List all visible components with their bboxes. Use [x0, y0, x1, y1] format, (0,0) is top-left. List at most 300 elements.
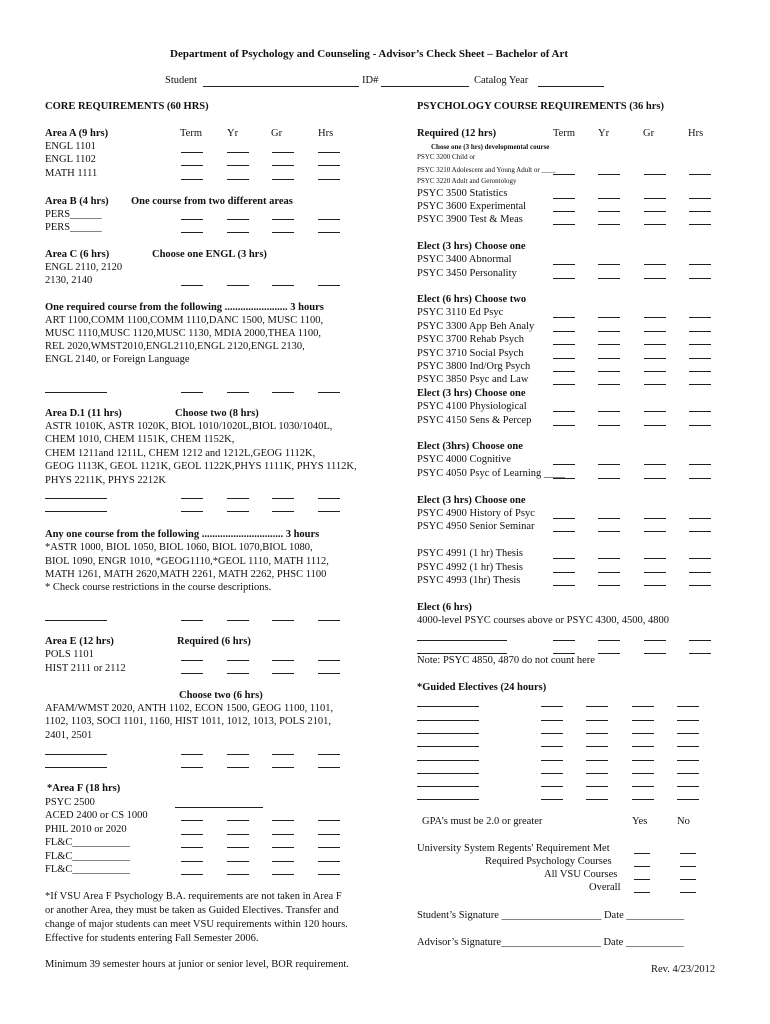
course-list-line: GEOG 1113K, GEOL 1121K, GEOL 1122K,PHYS 1111K, PHYS 1112K, — [45, 461, 357, 472]
course: PSYC 4991 (1 hr) Thesis — [417, 548, 523, 559]
entry-blank[interactable] — [227, 392, 249, 393]
entry-blank[interactable] — [689, 384, 711, 385]
entry-blank[interactable] — [598, 518, 620, 519]
entry-blank[interactable] — [689, 572, 711, 573]
entry-blank[interactable] — [644, 478, 666, 479]
entry-blank[interactable] — [632, 733, 654, 734]
psych-heading: PSYCHOLOGY COURSE REQUIREMENTS (36 hrs) — [417, 101, 664, 112]
col-yr: Yr — [227, 128, 239, 139]
entry-blank[interactable] — [598, 531, 620, 532]
entry-blank[interactable] — [227, 673, 249, 674]
entry-blank[interactable] — [644, 264, 666, 265]
entry-blank[interactable] — [598, 264, 620, 265]
entry-blank[interactable] — [318, 660, 340, 661]
entry-blank[interactable] — [181, 392, 203, 393]
entry-blank[interactable] — [541, 760, 563, 761]
entry-blank[interactable] — [227, 498, 249, 499]
entry-blank[interactable] — [598, 224, 620, 225]
entry-blank[interactable] — [541, 720, 563, 721]
course-list-line: MATH 1261, MATH 2620,MATH 2261, MATH 2262, PHSC 1100 — [45, 569, 327, 580]
area-b-note: One course from two different areas — [131, 196, 293, 207]
entry-blank[interactable] — [553, 531, 575, 532]
course-list-line: PHYS 2211K, PHYS 2212K — [45, 475, 166, 486]
entry-blank[interactable] — [598, 585, 620, 586]
entry-blank[interactable] — [586, 706, 608, 707]
area-d-title: Area D.1 (11 hrs) — [45, 408, 122, 419]
entry-blank[interactable] — [181, 620, 203, 621]
elect6-note: 4000-level PSYC courses above or PSYC 4300, 4500, 4800 — [417, 615, 669, 626]
entry-blank[interactable] — [680, 879, 696, 880]
required-title: Required (12 hrs) — [417, 128, 497, 139]
entry-blank[interactable] — [598, 464, 620, 465]
entry-blank[interactable] — [598, 371, 620, 372]
entry-blank[interactable] — [272, 673, 294, 674]
entry-blank[interactable] — [553, 464, 575, 465]
entry-blank[interactable] — [644, 358, 666, 359]
entry-blank[interactable] — [318, 285, 340, 286]
entry-blank[interactable] — [181, 673, 203, 674]
footnote-line: or another Area, they must be taken as Guided Electives. Transfer and — [45, 905, 339, 916]
entry-blank[interactable] — [417, 746, 479, 747]
revision-date: Rev. 4/23/2012 — [651, 964, 716, 975]
entry-blank[interactable] — [553, 278, 575, 279]
entry-blank[interactable] — [541, 799, 563, 800]
entry-blank[interactable] — [318, 511, 340, 512]
entry-blank[interactable] — [227, 861, 249, 862]
entry-blank[interactable] — [272, 767, 294, 768]
entry-blank[interactable] — [553, 558, 575, 559]
entry-blank[interactable] — [598, 653, 620, 654]
course: PSYC 4950 Senior Seminar — [417, 521, 535, 532]
entry-blank[interactable] — [689, 464, 711, 465]
entry-blank[interactable] — [689, 478, 711, 479]
entry-blank[interactable] — [318, 165, 340, 166]
entry-blank[interactable] — [227, 820, 249, 821]
entry-blank[interactable] — [689, 264, 711, 265]
summary-overall: Overall — [589, 882, 621, 893]
entry-blank[interactable] — [417, 760, 479, 761]
entry-blank[interactable] — [181, 660, 203, 661]
entry-blank[interactable] — [541, 786, 563, 787]
entry-blank[interactable] — [227, 219, 249, 220]
entry-blank[interactable] — [227, 847, 249, 848]
entry-blank[interactable] — [272, 219, 294, 220]
entry-blank[interactable] — [598, 640, 620, 641]
entry-blank[interactable] — [553, 411, 575, 412]
entry-blank[interactable] — [644, 653, 666, 654]
elect2-title: Elect (6 hrs) Choose two — [417, 294, 527, 305]
yes-label: Yes — [632, 816, 648, 827]
entry-blank[interactable] — [417, 799, 479, 800]
entry-blank[interactable] — [634, 879, 650, 880]
entry-blank[interactable] — [272, 392, 294, 393]
entry-blank[interactable] — [598, 384, 620, 385]
entry-blank[interactable] — [45, 620, 107, 621]
course: POLS 1101 — [45, 649, 94, 660]
entry-blank[interactable] — [272, 165, 294, 166]
entry-blank[interactable] — [634, 892, 650, 893]
entry-blank[interactable] — [553, 198, 575, 199]
course: PHIL 2010 or 2020 — [45, 824, 127, 835]
entry-blank[interactable] — [541, 733, 563, 734]
entry-blank[interactable] — [45, 511, 107, 512]
entry-blank[interactable] — [272, 179, 294, 180]
entry-blank[interactable] — [272, 847, 294, 848]
entry-blank[interactable] — [586, 799, 608, 800]
entry-blank[interactable] — [644, 585, 666, 586]
entry-blank[interactable] — [181, 511, 203, 512]
entry-blank[interactable] — [272, 620, 294, 621]
entry-blank[interactable] — [677, 706, 699, 707]
entry-blank[interactable] — [181, 219, 203, 220]
entry-blank[interactable] — [598, 198, 620, 199]
entry-blank[interactable] — [632, 760, 654, 761]
entry-blank[interactable] — [644, 371, 666, 372]
entry-blank[interactable] — [181, 165, 203, 166]
entry-blank[interactable] — [318, 179, 340, 180]
entry-blank[interactable] — [677, 786, 699, 787]
course: ENGL 1102 — [45, 154, 96, 165]
entry-blank[interactable] — [598, 331, 620, 332]
footnote-line: *If VSU Area F Psychology B.A. requirements are not taken in Area F — [45, 891, 342, 902]
course-list-line: 1102, 1103, SOCI 1101, 1160, HIST 1011, 1012, 1013, POLS 2101, — [45, 716, 332, 727]
entry-blank[interactable] — [644, 384, 666, 385]
entry-blank[interactable] — [632, 720, 654, 721]
course: PERS______ — [45, 209, 102, 220]
entry-blank[interactable] — [632, 706, 654, 707]
entry-blank[interactable] — [318, 673, 340, 674]
entry-blank[interactable] — [644, 640, 666, 641]
entry-blank[interactable] — [318, 767, 340, 768]
course: PSYC 3850 Psyc and Law — [417, 374, 529, 385]
entry-blank[interactable] — [318, 498, 340, 499]
entry-blank[interactable] — [689, 640, 711, 641]
entry-blank[interactable] — [677, 760, 699, 761]
entry-blank[interactable] — [644, 224, 666, 225]
course-list-line: ART 1100,COMM 1100,COMM 1110,DANC 1500, MUSC 1100, — [45, 315, 324, 326]
entry-blank[interactable] — [417, 706, 479, 707]
page-title: Department of Psychology and Counseling - Advisor’s Check Sheet – Bachelor of Art — [170, 48, 569, 60]
entry-blank[interactable] — [632, 746, 654, 747]
entry-blank[interactable] — [598, 478, 620, 479]
area-e-note: Required (6 hrs) — [177, 636, 251, 647]
entry-blank[interactable] — [677, 773, 699, 774]
entry-blank[interactable] — [541, 746, 563, 747]
entry-blank[interactable] — [227, 232, 249, 233]
entry-blank[interactable] — [417, 786, 479, 787]
dev-note: Chose one (3 hrs) developmental course — [431, 143, 550, 151]
entry-blank[interactable] — [644, 518, 666, 519]
entry-blank[interactable] — [553, 211, 575, 212]
entry-blank[interactable] — [634, 853, 650, 854]
entry-blank[interactable] — [45, 754, 107, 755]
entry-blank[interactable] — [644, 558, 666, 559]
entry-blank[interactable] — [598, 572, 620, 573]
catalog-year-label: Catalog Year — [474, 75, 529, 86]
entry-blank[interactable] — [677, 733, 699, 734]
area-c-note: Choose one ENGL (3 hrs) — [152, 249, 267, 260]
course: PSYC 3700 Rehab Psych — [417, 334, 525, 345]
entry-blank[interactable] — [227, 834, 249, 835]
id-field[interactable] — [381, 86, 469, 87]
entry-blank[interactable] — [644, 344, 666, 345]
course: PSYC 3710 Social Psych — [417, 348, 524, 359]
entry-blank[interactable] — [272, 498, 294, 499]
entry-blank[interactable] — [677, 720, 699, 721]
entry-blank[interactable] — [272, 820, 294, 821]
entry-blank[interactable] — [181, 861, 203, 862]
entry-blank[interactable] — [553, 640, 575, 641]
entry-blank[interactable] — [553, 331, 575, 332]
entry-blank[interactable] — [318, 219, 340, 220]
entry-blank[interactable] — [553, 174, 575, 175]
entry-blank[interactable] — [689, 531, 711, 532]
course-list-line: CHEM 1211and 1211L, CHEM 1212 and 1212L,GEOG 1112K, — [45, 448, 316, 459]
entry-blank[interactable] — [644, 411, 666, 412]
entry-blank[interactable] — [227, 511, 249, 512]
entry-blank[interactable] — [181, 285, 203, 286]
course: PSYC 4992 (1 hr) Thesis — [417, 562, 523, 573]
entry-blank[interactable] — [553, 384, 575, 385]
entry-blank[interactable] — [553, 224, 575, 225]
entry-blank[interactable] — [181, 820, 203, 821]
entry-blank[interactable] — [318, 152, 340, 153]
course: PSYC 4050 Psyc of Learning ____ — [417, 468, 565, 479]
course-list-line: ASTR 1010K, ASTR 1020K, BIOL 1010/1020L,BIOL 1030/1040L, — [45, 421, 333, 432]
entry-blank[interactable] — [318, 620, 340, 621]
col-gr: Gr — [643, 128, 655, 139]
footnote-line: change of major students can meet VSU requirements within 120 hours. — [45, 919, 348, 930]
entry-blank[interactable] — [227, 660, 249, 661]
entry-blank[interactable] — [598, 174, 620, 175]
entry-blank[interactable] — [181, 179, 203, 180]
entry-blank[interactable] — [598, 344, 620, 345]
entry-blank[interactable] — [227, 754, 249, 755]
entry-blank[interactable] — [586, 746, 608, 747]
entry-blank[interactable] — [553, 572, 575, 573]
core-heading: CORE REQUIREMENTS (60 HRS) — [45, 101, 209, 112]
entry-blank[interactable] — [272, 834, 294, 835]
entry-blank[interactable] — [45, 392, 107, 393]
entry-blank[interactable] — [227, 767, 249, 768]
entry-blank[interactable] — [272, 511, 294, 512]
entry-blank[interactable] — [553, 585, 575, 586]
entry-blank[interactable] — [417, 773, 479, 774]
entry-blank[interactable] — [181, 498, 203, 499]
entry-blank[interactable] — [227, 179, 249, 180]
entry-blank[interactable] — [181, 847, 203, 848]
dev-course: PSYC 3220 Adult and Gerontology — [417, 177, 517, 185]
entry-blank[interactable] — [541, 706, 563, 707]
entry-blank[interactable] — [632, 799, 654, 800]
entry-blank[interactable] — [677, 746, 699, 747]
entry-blank[interactable] — [318, 861, 340, 862]
entry-blank[interactable] — [181, 754, 203, 755]
course: ENGL 2110, 2120 — [45, 262, 123, 273]
entry-blank[interactable] — [318, 820, 340, 821]
entry-blank[interactable] — [181, 874, 203, 875]
entry-blank[interactable] — [598, 211, 620, 212]
entry-blank[interactable] — [689, 558, 711, 559]
entry-blank[interactable] — [318, 754, 340, 755]
entry-blank[interactable] — [318, 847, 340, 848]
entry-blank[interactable] — [689, 278, 711, 279]
summary-regents: University System Regents' Requirement Met — [417, 843, 610, 854]
entry-blank[interactable] — [598, 317, 620, 318]
entry-blank[interactable] — [644, 425, 666, 426]
col-term: Term — [180, 128, 203, 139]
entry-blank[interactable] — [689, 211, 711, 212]
entry-blank[interactable] — [553, 425, 575, 426]
elect5-title: Elect (3 hrs) Choose one — [417, 495, 526, 506]
entry-blank[interactable] — [634, 866, 650, 867]
entry-blank[interactable] — [417, 720, 479, 721]
entry-blank[interactable] — [680, 853, 696, 854]
entry-blank[interactable] — [598, 425, 620, 426]
entry-blank[interactable] — [677, 799, 699, 800]
entry-blank[interactable] — [689, 411, 711, 412]
entry-blank[interactable] — [318, 874, 340, 875]
entry-blank[interactable] — [181, 767, 203, 768]
entry-blank[interactable] — [598, 411, 620, 412]
entry-blank[interactable] — [586, 760, 608, 761]
col-yr: Yr — [598, 128, 610, 139]
entry-blank[interactable] — [181, 152, 203, 153]
entry-blank[interactable] — [553, 478, 575, 479]
entry-blank[interactable] — [553, 653, 575, 654]
entry-blank[interactable] — [598, 358, 620, 359]
entry-blank[interactable] — [598, 558, 620, 559]
elect1-title: Elect (3 hrs) Choose one — [417, 241, 526, 252]
entry-blank[interactable] — [272, 754, 294, 755]
course-list-line: REL 2020,WMST2010,ENGL2110,ENGL 2120,ENGL 2130, — [45, 341, 305, 352]
dev-course: PSYC 3210 Adolescent and Young Adult or ____ — [417, 166, 556, 174]
course-list-line: 2401, 2501 — [45, 730, 93, 741]
elect4-title: Elect (3hrs) Choose one — [417, 441, 523, 452]
entry-blank[interactable] — [689, 174, 711, 175]
entry-blank[interactable] — [181, 834, 203, 835]
entry-blank[interactable] — [272, 861, 294, 862]
entry-blank[interactable] — [680, 866, 696, 867]
area-b-title: Area B (4 hrs) — [45, 196, 109, 207]
advisor-signature[interactable]: Advisor’s Signature___________________ Date ___________ — [417, 937, 684, 948]
entry-blank[interactable] — [689, 425, 711, 426]
entry-blank[interactable] — [689, 653, 711, 654]
entry-blank[interactable] — [632, 773, 654, 774]
entry-blank[interactable] — [553, 264, 575, 265]
area-d-note: Choose two (8 hrs) — [175, 408, 259, 419]
entry-blank[interactable] — [318, 392, 340, 393]
entry-blank[interactable] — [680, 892, 696, 893]
entry-blank[interactable] — [227, 874, 249, 875]
entry-blank[interactable] — [181, 232, 203, 233]
course-note: * Check course restrictions in the course descriptions. — [45, 582, 272, 593]
elect3-title: Elect (3 hrs) Choose one — [417, 388, 526, 399]
summary-psych: Required Psychology Courses — [485, 856, 612, 867]
entry-blank[interactable] — [272, 152, 294, 153]
entry-blank[interactable] — [644, 198, 666, 199]
entry-blank[interactable] — [318, 232, 340, 233]
entry-blank[interactable] — [689, 371, 711, 372]
entry-blank[interactable] — [553, 358, 575, 359]
area-c-required-title: One required course from the following ........................ 3 hours — [45, 302, 324, 313]
entry-blank[interactable] — [553, 317, 575, 318]
entry-blank[interactable] — [541, 773, 563, 774]
entry-blank[interactable] — [272, 874, 294, 875]
entry-blank[interactable] — [175, 807, 263, 808]
entry-blank[interactable] — [689, 585, 711, 586]
entry-blank[interactable] — [45, 767, 107, 768]
entry-blank[interactable] — [689, 224, 711, 225]
footnote-line: Effective for students entering Fall Semester 2006. — [45, 933, 259, 944]
entry-blank[interactable] — [553, 371, 575, 372]
entry-blank[interactable] — [689, 198, 711, 199]
entry-blank[interactable] — [227, 152, 249, 153]
entry-blank[interactable] — [227, 285, 249, 286]
entry-blank[interactable] — [689, 518, 711, 519]
course: HIST 2111 or 2112 — [45, 663, 126, 674]
area-e-choose-title: Choose two (6 hrs) — [179, 690, 263, 701]
course: PSYC 3300 App Beh Analy — [417, 321, 535, 332]
entry-blank[interactable] — [644, 174, 666, 175]
entry-blank[interactable] — [689, 331, 711, 332]
course: ACED 2400 or CS 1000 — [45, 810, 148, 821]
entry-blank[interactable] — [553, 344, 575, 345]
col-term: Term — [553, 128, 576, 139]
entry-blank[interactable] — [272, 232, 294, 233]
course: PSYC 3600 Experimental — [417, 201, 527, 212]
student-field[interactable] — [203, 86, 359, 87]
entry-blank[interactable] — [644, 211, 666, 212]
area-f-title: *Area F (18 hrs) — [47, 783, 121, 794]
col-hrs: Hrs — [688, 128, 704, 139]
no-label: No — [677, 816, 690, 827]
entry-blank[interactable] — [272, 285, 294, 286]
entry-blank[interactable] — [632, 786, 654, 787]
entry-blank[interactable] — [644, 278, 666, 279]
elect6-title: Elect (6 hrs) — [417, 602, 472, 613]
entry-blank[interactable] — [689, 317, 711, 318]
entry-blank[interactable] — [553, 518, 575, 519]
student-label: Student — [165, 75, 198, 86]
entry-blank[interactable] — [598, 278, 620, 279]
course: MATH 1111 — [45, 168, 98, 179]
entry-blank[interactable] — [644, 572, 666, 573]
entry-blank[interactable] — [318, 834, 340, 835]
entry-blank[interactable] — [644, 464, 666, 465]
entry-blank[interactable] — [45, 498, 107, 499]
entry-blank[interactable] — [689, 358, 711, 359]
elective-entry[interactable] — [417, 640, 507, 641]
entry-blank[interactable] — [689, 344, 711, 345]
entry-blank[interactable] — [417, 733, 479, 734]
entry-blank[interactable] — [644, 317, 666, 318]
guided-electives-title: *Guided Electives (24 hours) — [417, 682, 547, 693]
entry-blank[interactable] — [586, 733, 608, 734]
entry-blank[interactable] — [272, 660, 294, 661]
minimum-hours-note: Minimum 39 semester hours at junior or senior level, BOR requirement. — [45, 959, 349, 970]
entry-blank[interactable] — [586, 786, 608, 787]
entry-blank[interactable] — [227, 165, 249, 166]
entry-blank[interactable] — [644, 331, 666, 332]
dev-course: PSYC 3200 Child or — [417, 153, 476, 161]
entry-blank[interactable] — [586, 720, 608, 721]
catalog-year-field[interactable] — [538, 86, 604, 87]
entry-blank[interactable] — [644, 531, 666, 532]
entry-blank[interactable] — [227, 620, 249, 621]
student-signature[interactable]: Student’s Signature ___________________ Date ___________ — [417, 910, 685, 921]
entry-blank[interactable] — [586, 773, 608, 774]
